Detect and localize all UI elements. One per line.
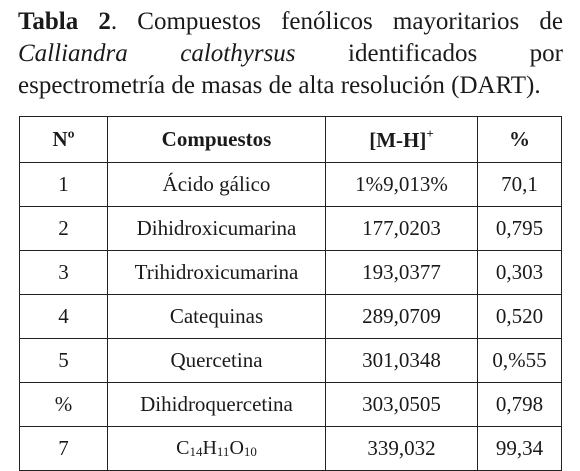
cell-compound: Quercetina bbox=[108, 339, 326, 383]
header-mass-base: [M-H] bbox=[369, 128, 427, 152]
header-percent: % bbox=[478, 117, 562, 163]
cell-num: 1 bbox=[20, 163, 108, 207]
cell-compound: Dihidroquercetina bbox=[108, 383, 326, 427]
cell-num: 5 bbox=[20, 339, 108, 383]
cell-percent: 0,798 bbox=[478, 383, 562, 427]
cell-percent: 0,303 bbox=[478, 251, 562, 295]
formula-o: O bbox=[229, 437, 244, 459]
cell-percent: 70,1 bbox=[478, 163, 562, 207]
cell-percent: 0,520 bbox=[478, 295, 562, 339]
caption-species: Calliandra calothyrsus bbox=[18, 40, 296, 67]
cell-compound: Dihidroxicumarina bbox=[108, 207, 326, 251]
table-row bbox=[20, 163, 562, 207]
cell-mass: 303,0505 bbox=[326, 383, 478, 427]
table-row bbox=[20, 427, 562, 471]
table-caption bbox=[18, 6, 563, 102]
table-row bbox=[20, 295, 562, 339]
header-num: Nº bbox=[20, 117, 108, 163]
cell-num: 7 bbox=[20, 427, 108, 471]
table-row bbox=[20, 207, 562, 251]
table-row bbox=[20, 251, 562, 295]
caption-label: Tabla 2 bbox=[18, 8, 111, 35]
table-row bbox=[20, 383, 562, 427]
cell-num: % bbox=[20, 383, 108, 427]
cell-mass: 301,0348 bbox=[326, 339, 478, 383]
cell-percent: 99,34 bbox=[478, 427, 562, 471]
cell-mass: 193,0377 bbox=[326, 251, 478, 295]
header-mass-sup: + bbox=[426, 126, 434, 141]
compounds-table bbox=[19, 116, 562, 471]
cell-formula bbox=[108, 427, 326, 471]
table-row bbox=[20, 339, 562, 383]
cell-percent: 0,%55 bbox=[478, 339, 562, 383]
cell-mass: 289,0709 bbox=[326, 295, 478, 339]
table-header-row bbox=[20, 117, 562, 163]
formula-o-count: 10 bbox=[243, 444, 257, 459]
formula-c-count: 14 bbox=[189, 444, 203, 459]
formula-c: C bbox=[176, 437, 190, 459]
cell-mass: 339,032 bbox=[326, 427, 478, 471]
cell-num: 3 bbox=[20, 251, 108, 295]
formula-h: H bbox=[202, 437, 217, 459]
cell-mass: 1%9,013% bbox=[326, 163, 478, 207]
cell-num: 4 bbox=[20, 295, 108, 339]
formula-h-count: 11 bbox=[216, 444, 230, 459]
caption-text-before: . Compuestos fenólicos mayoritarios de bbox=[110, 8, 563, 35]
header-compound: Compuestos bbox=[108, 117, 326, 163]
cell-mass: 177,0203 bbox=[326, 207, 478, 251]
cell-percent: 0,795 bbox=[478, 207, 562, 251]
caption-text-after: identificados por espectrometría de masas de alta resolución (DART). bbox=[18, 40, 564, 99]
cell-compound: Ácido gálico bbox=[108, 163, 326, 207]
cell-compound: Trihidroxicumarina bbox=[108, 251, 326, 295]
cell-compound: Catequinas bbox=[108, 295, 326, 339]
cell-num: 2 bbox=[20, 207, 108, 251]
header-mass bbox=[326, 117, 478, 163]
